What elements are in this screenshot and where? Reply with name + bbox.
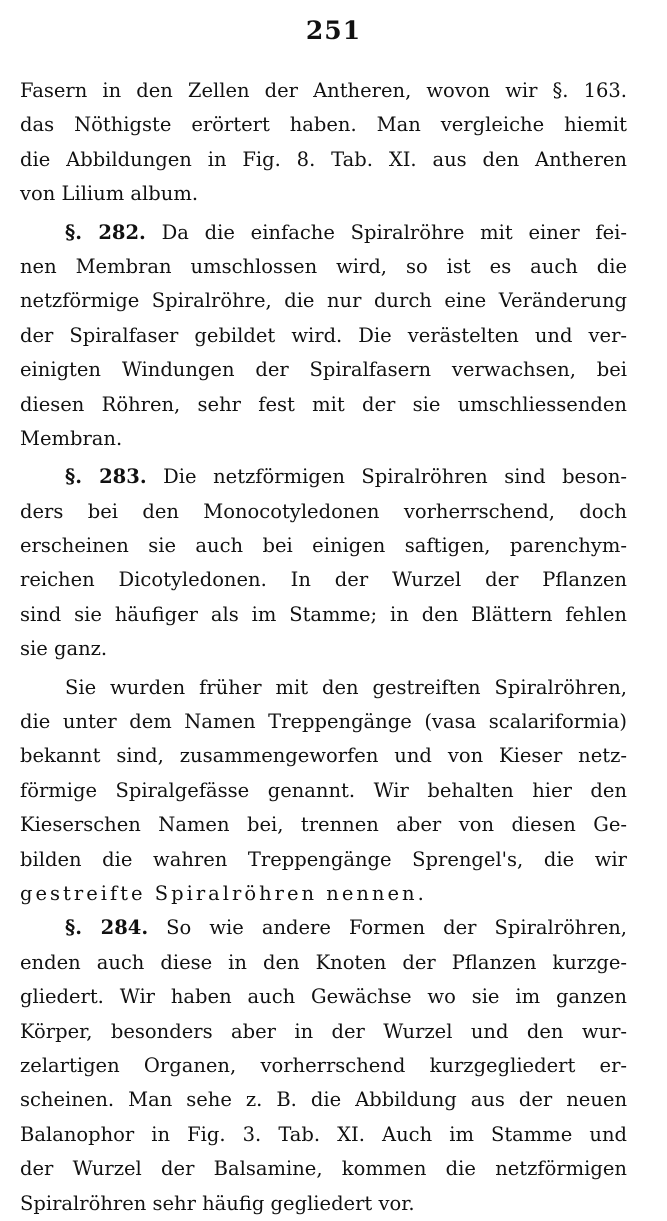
paragraph-section-282 — [20, 216, 627, 457]
text-line: Sie wurden früher mit den gestreiften Spiralröhren, — [65, 675, 627, 699]
text-line — [20, 460, 627, 494]
paragraph — [20, 671, 627, 912]
text-line: bilden die wahren Treppengänge Sprengel's, die wir — [20, 847, 627, 871]
section-number: §. 284. — [65, 916, 149, 940]
section-number: §. 283. — [65, 465, 147, 489]
text-line: Kieserschen Namen bei, trennen aber von diesen Ge- — [20, 813, 627, 837]
text-line: scheinen. Man sehe z. B. die Abbildung aus der neuen — [20, 1088, 627, 1112]
text-line: sind sie häufiger als im Stamme; in den Blättern fehlen — [20, 602, 627, 626]
text-line: bekannt sind, zusammengeworfen und von Kieser netz- — [20, 744, 627, 768]
text-line — [20, 911, 627, 945]
text-line: Körper, besonders aber in der Wurzel und den wur- — [20, 1019, 627, 1043]
text-line: ders bei den Monocotyledonen vorherrschend, doch — [20, 499, 627, 523]
text-line: der Wurzel der Balsamine, kommen die netzförmigen — [20, 1157, 627, 1181]
text-line: Fasern in den Zellen der Antheren, wovon wir §. 163. — [20, 79, 627, 102]
paragraph-section-284 — [20, 911, 627, 1221]
text-line-content: Da die einfache Spiralröhre mit einer fei- — [161, 220, 627, 244]
text-line-content: Die netzförmigen Spiralröhren sind beson- — [163, 465, 627, 489]
section-number: §. 282. — [65, 220, 146, 244]
paragraph-section-283 — [20, 460, 627, 666]
text-line: erscheinen sie auch bei einigen saftigen, parenchym- — [20, 534, 627, 558]
text-line-content: So wie andere Formen der Spiralröhren, — [166, 916, 627, 940]
text-line — [20, 216, 627, 250]
text-line: Balanophor in Fig. 3. Tab. XI. Auch im Stamme und — [20, 1122, 627, 1146]
text-line: zelartigen Organen, vorherrschend kurzgegliedert er- — [20, 1053, 627, 1077]
text-line: nen Membran umschlossen wird, so ist es auch die — [20, 254, 627, 278]
page-number: 251 — [305, 16, 362, 45]
text-line: gliedert. Wir haben auch Gewächse wo sie im ganzen — [20, 985, 627, 1009]
text-line: der Spiralfaser gebildet wird. Die verästelten und ver- — [20, 323, 627, 347]
text-line: von Lilium album. — [20, 182, 199, 206]
text-line: diesen Röhren, sehr fest mit der sie umschliessenden — [20, 392, 627, 416]
text-line: gestreifte Spiralröhren nennen. — [20, 881, 427, 905]
text-line: netzförmige Spiralröhre, die nur durch eine Veränderung — [20, 289, 627, 313]
text-line: sie ganz. — [20, 637, 108, 661]
text-line: die Abbildungen in Fig. 8. Tab. XI. aus den Antheren — [20, 147, 627, 171]
body-text — [20, 74, 627, 1221]
text-line: Spiralröhren sehr häufig gegliedert vor. — [20, 1191, 415, 1215]
text-line: reichen Dicotyledonen. In der Wurzel der Pflanzen — [20, 568, 627, 592]
text-line: das Nöthigste erörtert haben. Man vergleiche hiemit — [20, 113, 627, 137]
text-line: einigten Windungen der Spiralfasern verwachsen, bei — [20, 358, 627, 382]
text-line: Membran. — [20, 426, 123, 450]
text-line: die unter dem Namen Treppengänge (vasa scalariformia) — [20, 710, 627, 734]
text-line: förmige Spiralgefässe genannt. Wir behalten hier den — [20, 778, 627, 802]
paragraph — [20, 74, 627, 212]
text-line: enden auch diese in den Knoten der Pflanzen kurzge- — [20, 950, 627, 974]
